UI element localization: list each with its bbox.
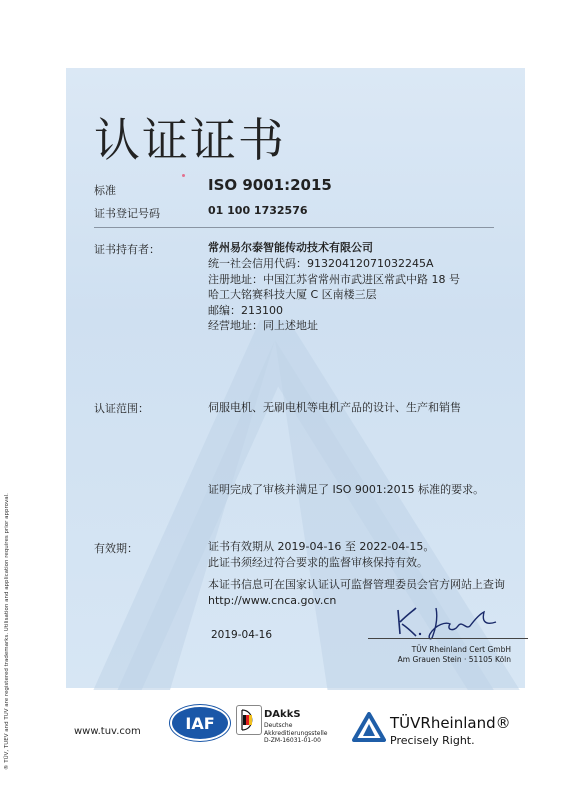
holder-line: 哈工大铭赛科技大厦 C 区南楼三层 bbox=[208, 288, 377, 301]
validity-line: 证书有效期从 2019-04-16 至 2022-04-15。 bbox=[208, 540, 435, 553]
holder-label: 证书持有者： bbox=[94, 243, 160, 256]
dakks-details bbox=[264, 722, 327, 745]
query-line: 本证书信息可在国家认证认可监督管理委员会官方网站上查询 bbox=[208, 578, 505, 591]
scope-label: 认证范围： bbox=[94, 402, 149, 415]
signature-line bbox=[368, 638, 528, 639]
query-url: http://www.cnca.gov.cn bbox=[208, 594, 337, 607]
standard-value: ISO 9001:2015 bbox=[208, 176, 332, 194]
dakks-logo-icon bbox=[236, 705, 262, 735]
website-link[interactable]: www.tuv.com bbox=[74, 726, 141, 737]
iaf-logo-icon: IAF bbox=[172, 707, 228, 739]
dakks-line: D-ZM-16031-01-00 bbox=[264, 737, 321, 744]
holder-line: 统一社会信用代码：91320412071032245A bbox=[208, 257, 434, 270]
tuv-brand-name: TÜVRheinland® bbox=[390, 714, 511, 732]
scope-value: 伺服电机、无刷电机等电机产品的设计、生产和销售 bbox=[208, 401, 461, 414]
validity-line: 此证书须经过符合要求的监督审核保持有效。 bbox=[208, 556, 428, 569]
tuv-slogan: Precisely Right. bbox=[390, 734, 475, 747]
reg-no-value: 01 100 1732576 bbox=[208, 204, 308, 217]
holder-line: 邮编：213100 bbox=[208, 303, 283, 317]
footer bbox=[0, 690, 577, 800]
tuv-triangle-logo-icon bbox=[352, 712, 386, 742]
issue-date: 2019-04-16 bbox=[211, 629, 273, 641]
issuer-line: TÜV Rheinland Cert GmbH bbox=[411, 645, 511, 654]
issuer-block bbox=[395, 645, 511, 665]
reg-no-label: 证书登记号码 bbox=[94, 207, 160, 220]
holder-name: 常州易尔泰智能传动技术有限公司 bbox=[208, 241, 373, 254]
holder-line: 经营地址：同上述地址 bbox=[208, 319, 318, 332]
issuer-line: Am Grauen Stein · 51105 Köln bbox=[397, 655, 511, 664]
dakks-line: Akkreditierungsstelle bbox=[264, 729, 328, 737]
conformity-statement: 证明完成了审核并满足了 ISO 9001:2015 标准的要求。 bbox=[208, 483, 485, 496]
validity-label: 有效期： bbox=[94, 542, 138, 555]
standard-label: 标准 bbox=[94, 184, 116, 197]
trademark-note: ® TÜV, TUEV and TUV are registered trademarks. Utilisation and application requires prior approval. bbox=[4, 493, 10, 770]
divider bbox=[94, 227, 494, 228]
certificate-title: 认证证书 bbox=[94, 113, 286, 167]
dakks-line: Deutsche bbox=[264, 722, 293, 729]
holder-line: 注册地址：中国江苏省常州市武进区常武中路 18 号 bbox=[208, 272, 460, 286]
signature-icon bbox=[392, 604, 502, 640]
dakks-name: DAkkS bbox=[264, 709, 301, 720]
mark-dot bbox=[182, 174, 185, 177]
